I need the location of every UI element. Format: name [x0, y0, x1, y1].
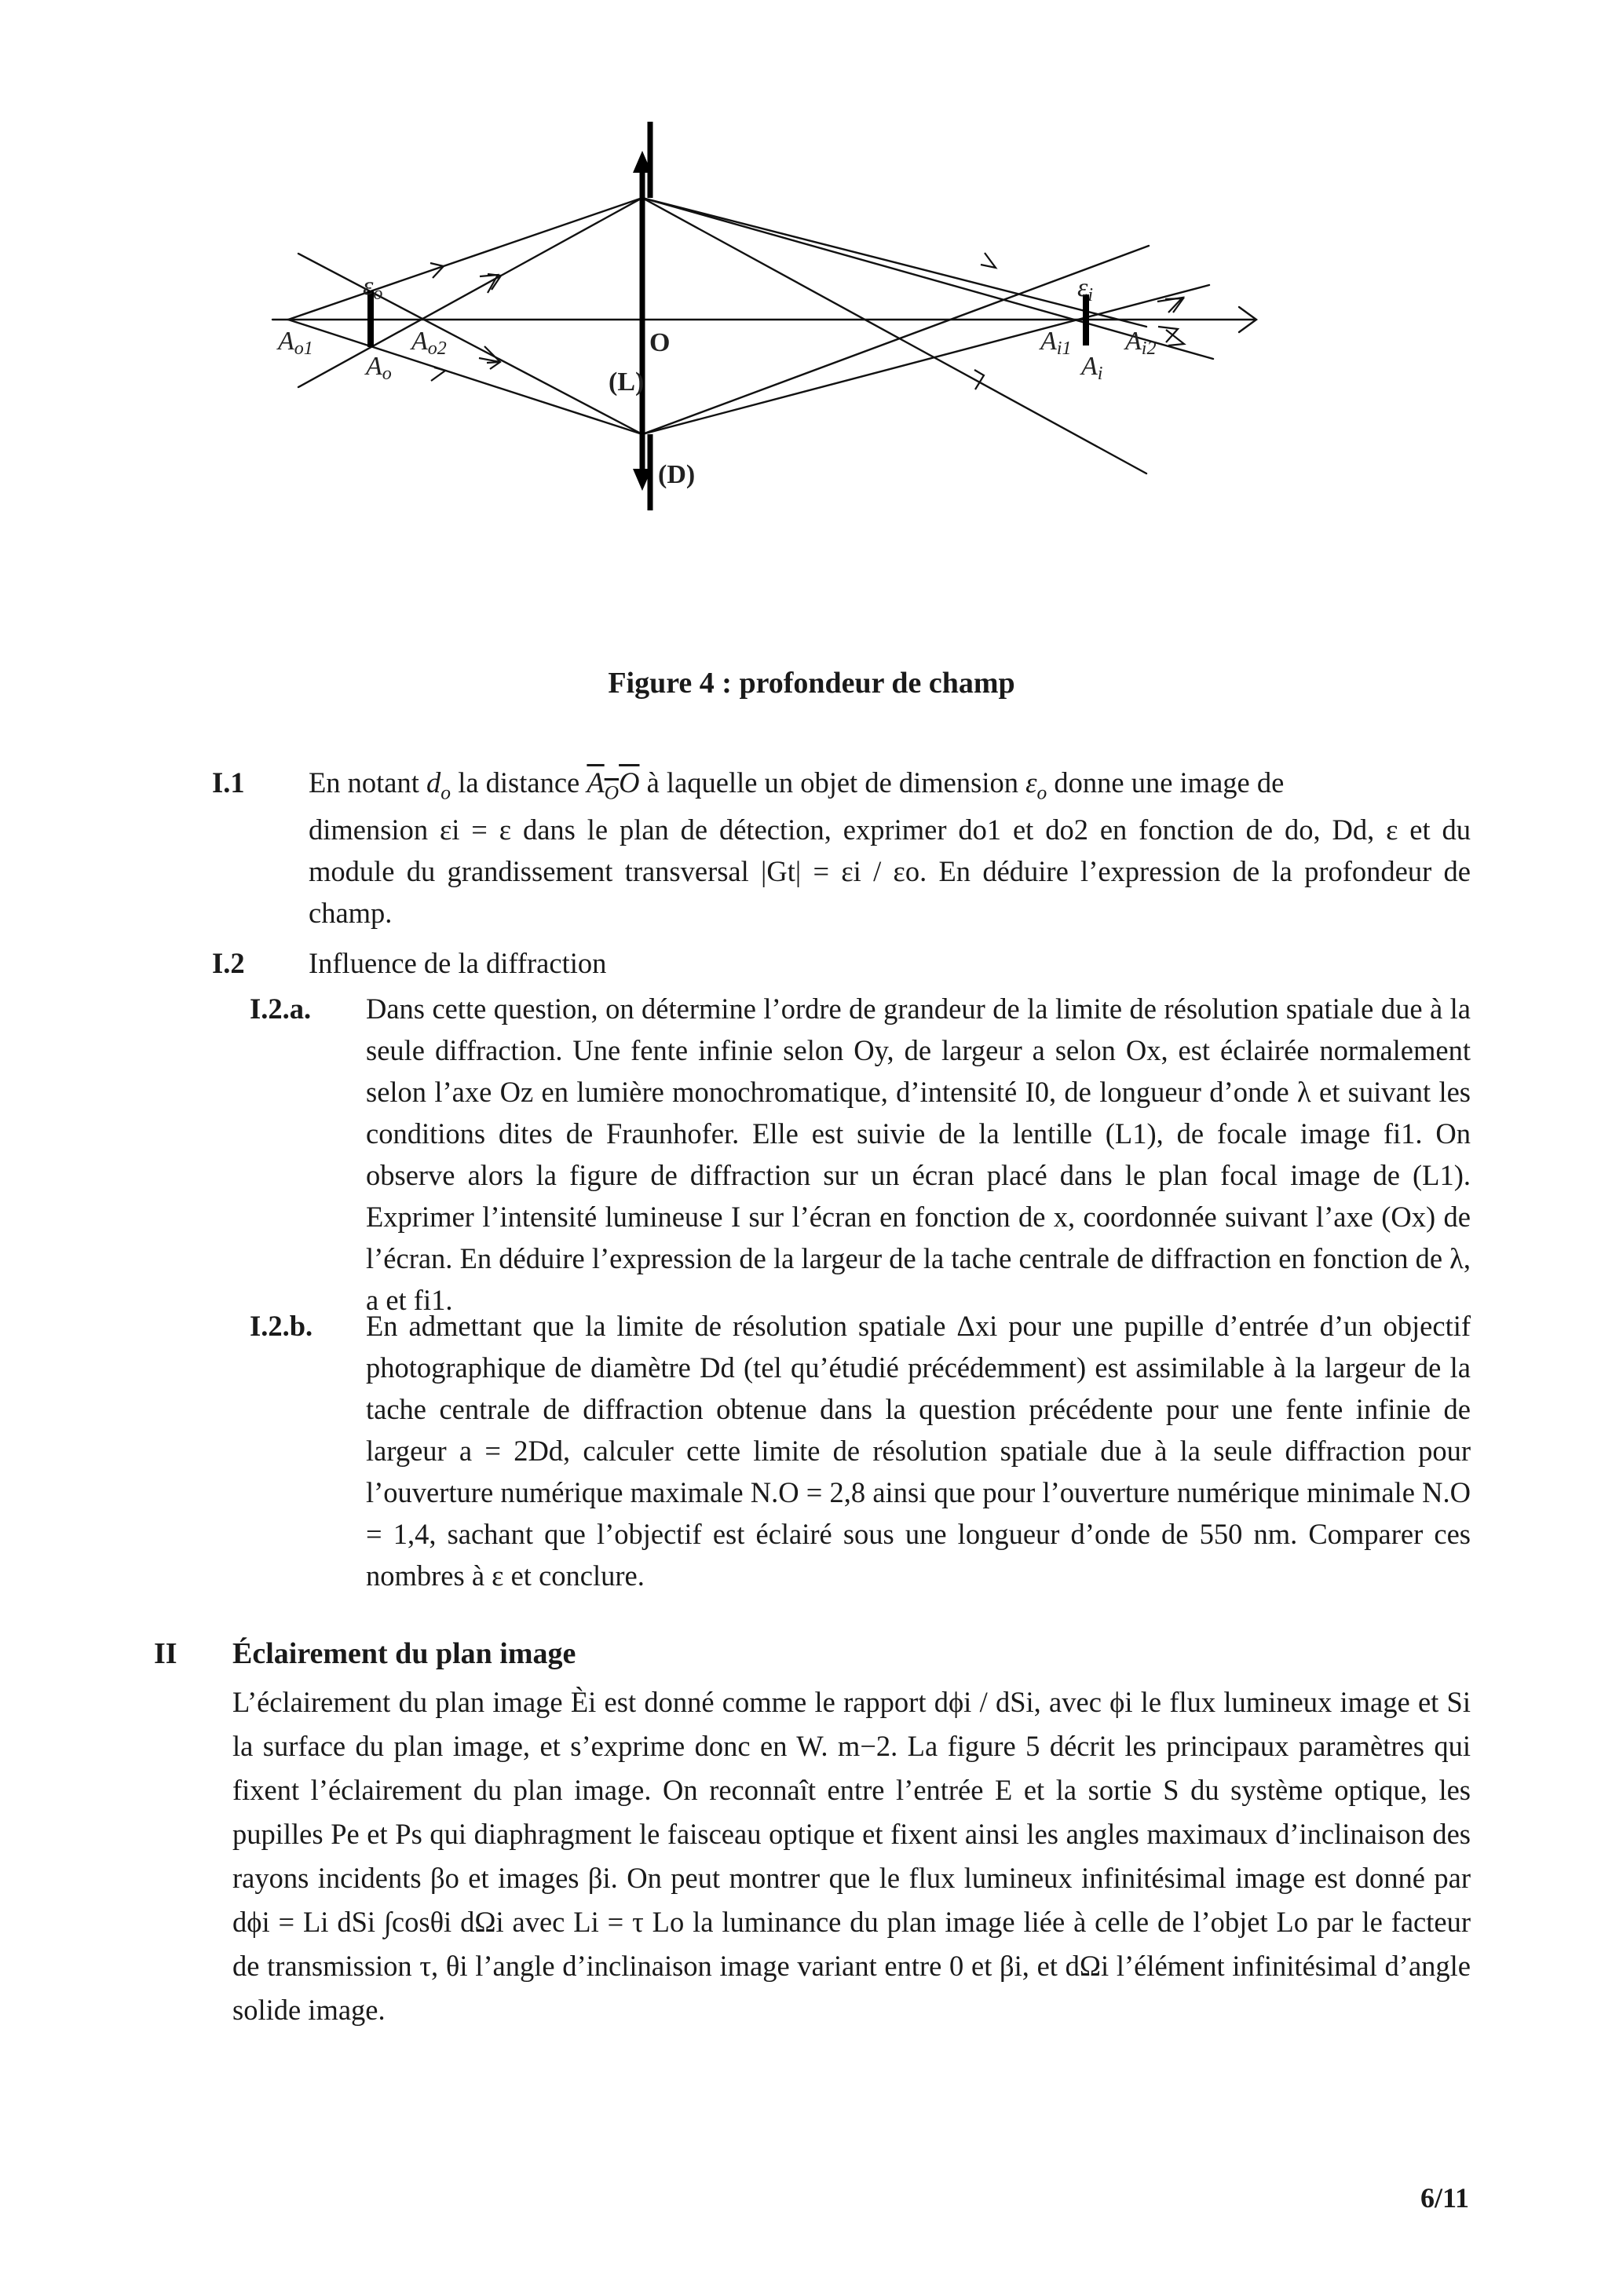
label-epsilon-o: $\varepsilon_o$ — [363, 272, 383, 304]
label-lens-L: (L) — [609, 367, 645, 397]
section-number-II: II — [154, 1637, 177, 1670]
section-title: Éclairement du plan image — [232, 1637, 576, 1670]
question-I2-title: Influence de la diffraction — [309, 947, 607, 979]
figure-4-depth-of-field — [0, 0, 1623, 644]
label-O: O — [649, 328, 671, 357]
figure-caption: Figure 4 : profondeur de champ — [608, 667, 1015, 700]
section-II-text: L’éclairement du plan image Èi est donné comme le rapport dϕi / dSi, avec ϕi le flux lumineux image et Si la surface du plan image, et s’exprime donc en W. m−2. La figure 5 décrit les principaux paramètres qui fixent l’éclairement du plan image. On reconnaît entre l’entrée E et la sortie S du système optique, les pupilles Pe et Ps qui diaphragment le faisceau optique et fixent ainsi les angles maximaux d’inclinaison des rayons incidents βo et images βi. On peut montrer que le flux lumineux infinitésimal image est donné par dϕi = Li dSi ∫cosθi dΩi avec Li = τ Lo la luminance du plan image liée à celle de l’objet Lo par le facteur de transmission τ, θi l’angle d’inclinaison image variant entre 0 et βi, et dΩi l’élément infinitésimal d’angle solide image. — [232, 1686, 1471, 2026]
label-A-i2: $A_{i2}$ — [1125, 327, 1157, 359]
question-I2a-text: Dans cette question, on détermine l’ordre de grandeur de la limite de résolution spatiale due à la seule diffraction. Une fente infinie selon Oy, de largeur a selon Ox, est éclairée normalement selon l’axe Oz en lumière monochromatique, d’intensité I0, de longueur d’onde λ et suivant les conditions dites de Fraunhofer. Elle est suivie de la lentille (L1), de focale image fi1. On observe alors la figure de diffraction sur un écran placé dans le plan focal image de (L1). Exprimer l’intensité lumineuse I sur l’écran en fonction de x, coordonnée suivant l’axe (Ox) de l’écran. En déduire l’expression de la largeur de la tache centrale de diffraction en fonction de λ, a et fi1. — [366, 993, 1471, 1316]
label-A-o1: $A_{o1}$ — [278, 327, 313, 359]
label-A-o: $A_o$ — [366, 352, 392, 384]
question-number-I2: I.2 — [212, 947, 245, 979]
question-I1-text: dimension εi = ε dans le plan de détection, exprimer do1 et do2 en fonction de do, Dd, ε et du module du grandissement transversal |Gt| = εi / εo. En déduire l’expression de la profondeur de champ. — [309, 813, 1471, 929]
question-number-I2a: I.2.a. — [250, 993, 312, 1025]
optical-diagram — [0, 0, 1623, 644]
label-A-i: $A_i$ — [1081, 352, 1103, 384]
label-diaphragm-D: (D) — [658, 460, 696, 489]
label-A-i1: $A_{i1}$ — [1040, 327, 1072, 359]
question-number-I1: I.1 — [212, 766, 245, 799]
label-A-o2: $A_{o2}$ — [411, 327, 447, 359]
label-epsilon-i: $\varepsilon_i$ — [1077, 273, 1094, 305]
question-I2b-text: En admettant que la limite de résolution spatiale Δxi pour une pupille d’entrée d’un objectif photographique de diamètre Dd (tel qu’étudié précédemment) est assimilable à la largeur de la tache centrale de diffraction obtenue dans la question précédente pour une fente infinie de largeur a = 2Dd, calculer cette limite de résolution spatiale due à la seule diffraction pour l’ouverture numérique maximale N.O = 2,8 ainsi que pour l’ouverture numérique minimale N.O = 1,4, sachant que l’objectif est éclairé sous une longueur d’onde de 550 nm. Comparer ces nombres à ε et conclure. — [366, 1310, 1471, 1592]
question-I1-line1: En notant $d_o$ la distance $A_OO$ à laquelle un objet de dimension $\varepsilon_o$ donne une image de — [309, 766, 1285, 804]
question-number-I2b: I.2.b. — [250, 1310, 313, 1342]
page-number: 6/11 — [1420, 2182, 1469, 2214]
